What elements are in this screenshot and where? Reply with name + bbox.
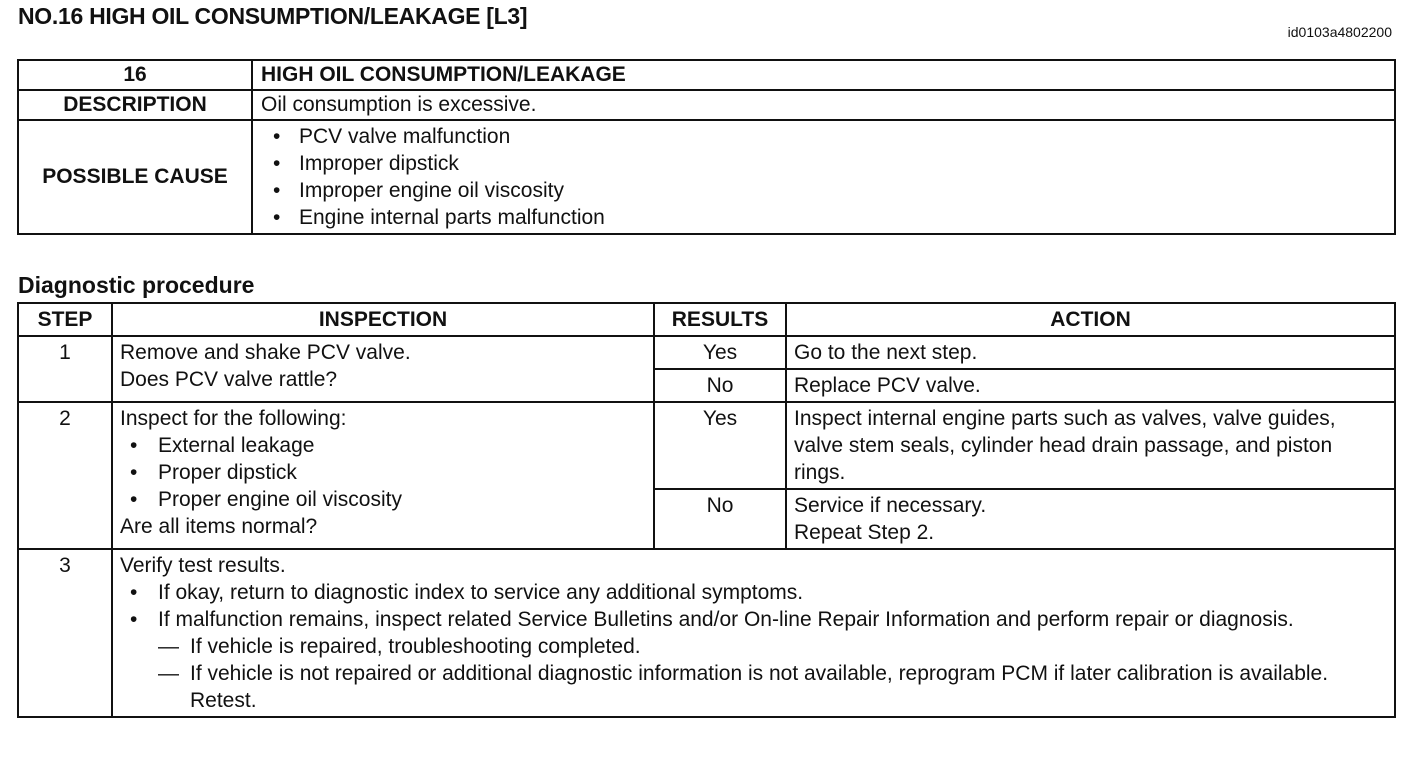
table-header-row (18, 303, 1395, 336)
result-cell: No (654, 489, 786, 549)
action-cell: Replace PCV valve. (786, 369, 1395, 402)
list-item: • If malfunction remains, inspect related Service Bulletins and/or On-line Repair Information and perform repair or diagnosis. (120, 606, 1387, 633)
step-number: 1 (18, 336, 112, 402)
step-number: 3 (18, 549, 112, 717)
list-item: • External leakage (120, 432, 646, 459)
possible-cause-label: POSSIBLE CAUSE (18, 120, 252, 234)
list-item: • Proper engine oil viscosity (120, 486, 646, 513)
list-item: • Improper dipstick (261, 150, 1386, 177)
page-title: NO.16 HIGH OIL CONSUMPTION/LEAKAGE [L3] (18, 3, 528, 29)
possible-cause-row (18, 120, 1395, 234)
step-header: STEP (18, 303, 112, 336)
verify-sublist (120, 633, 1387, 714)
action-line: Service if necessary. (794, 494, 987, 517)
list-item: — If vehicle is not repaired or additional diagnostic information is not available, reprogram PCM if later calibration is available. Retest. (120, 660, 1387, 714)
action-cell: Inspect internal engine parts such as valves, valve guides, valve stem seals, cylinder head drain passage, and piston rings. (786, 402, 1395, 489)
table-row (18, 402, 1395, 489)
symptom-name: HIGH OIL CONSUMPTION/LEAKAGE (252, 60, 1395, 90)
list-item: • PCV valve malfunction (261, 123, 1386, 150)
description-text: Oil consumption is excessive. (252, 90, 1395, 120)
action-header: ACTION (786, 303, 1395, 336)
step-number: 2 (18, 402, 112, 549)
verify-intro: Verify test results. (120, 554, 286, 577)
table-row (18, 549, 1395, 717)
summary-table (17, 59, 1396, 235)
list-item: • If okay, return to diagnostic index to service any additional symptoms. (120, 579, 1387, 606)
inspection-line: Does PCV valve rattle? (120, 368, 338, 391)
diagnostic-table (17, 302, 1396, 718)
action-cell: Go to the next step. (786, 336, 1395, 369)
action-cell (786, 489, 1395, 549)
list-item: — If vehicle is repaired, troubleshooting completed. (120, 633, 1387, 660)
inspection-header: INSPECTION (112, 303, 654, 336)
result-cell: No (654, 369, 786, 402)
result-cell: Yes (654, 402, 786, 489)
section-title: Diagnostic procedure (18, 272, 255, 298)
table-row (18, 336, 1395, 369)
inspection-line: Inspect for the following: (120, 407, 347, 430)
list-item: • Improper engine oil viscosity (261, 177, 1386, 204)
inspection-cell (112, 336, 654, 402)
description-row (18, 90, 1395, 120)
result-cell: Yes (654, 336, 786, 369)
description-label: DESCRIPTION (18, 90, 252, 120)
inspection-list (120, 432, 646, 513)
verify-list (120, 579, 1387, 633)
action-line: Repeat Step 2. (794, 521, 935, 544)
list-item: • Proper dipstick (120, 459, 646, 486)
possible-cause-list (261, 123, 1386, 231)
inspection-cell (112, 402, 654, 549)
inspection-line: Are all items normal? (120, 515, 318, 538)
verify-cell (112, 549, 1395, 717)
symptom-number: 16 (18, 60, 252, 90)
possible-cause-cell (252, 120, 1395, 234)
inspection-line: Remove and shake PCV valve. (120, 341, 411, 364)
document-id: id0103a4802200 (1287, 24, 1392, 40)
list-item: • Engine internal parts malfunction (261, 204, 1386, 231)
results-header: RESULTS (654, 303, 786, 336)
summary-title-row (18, 60, 1395, 90)
